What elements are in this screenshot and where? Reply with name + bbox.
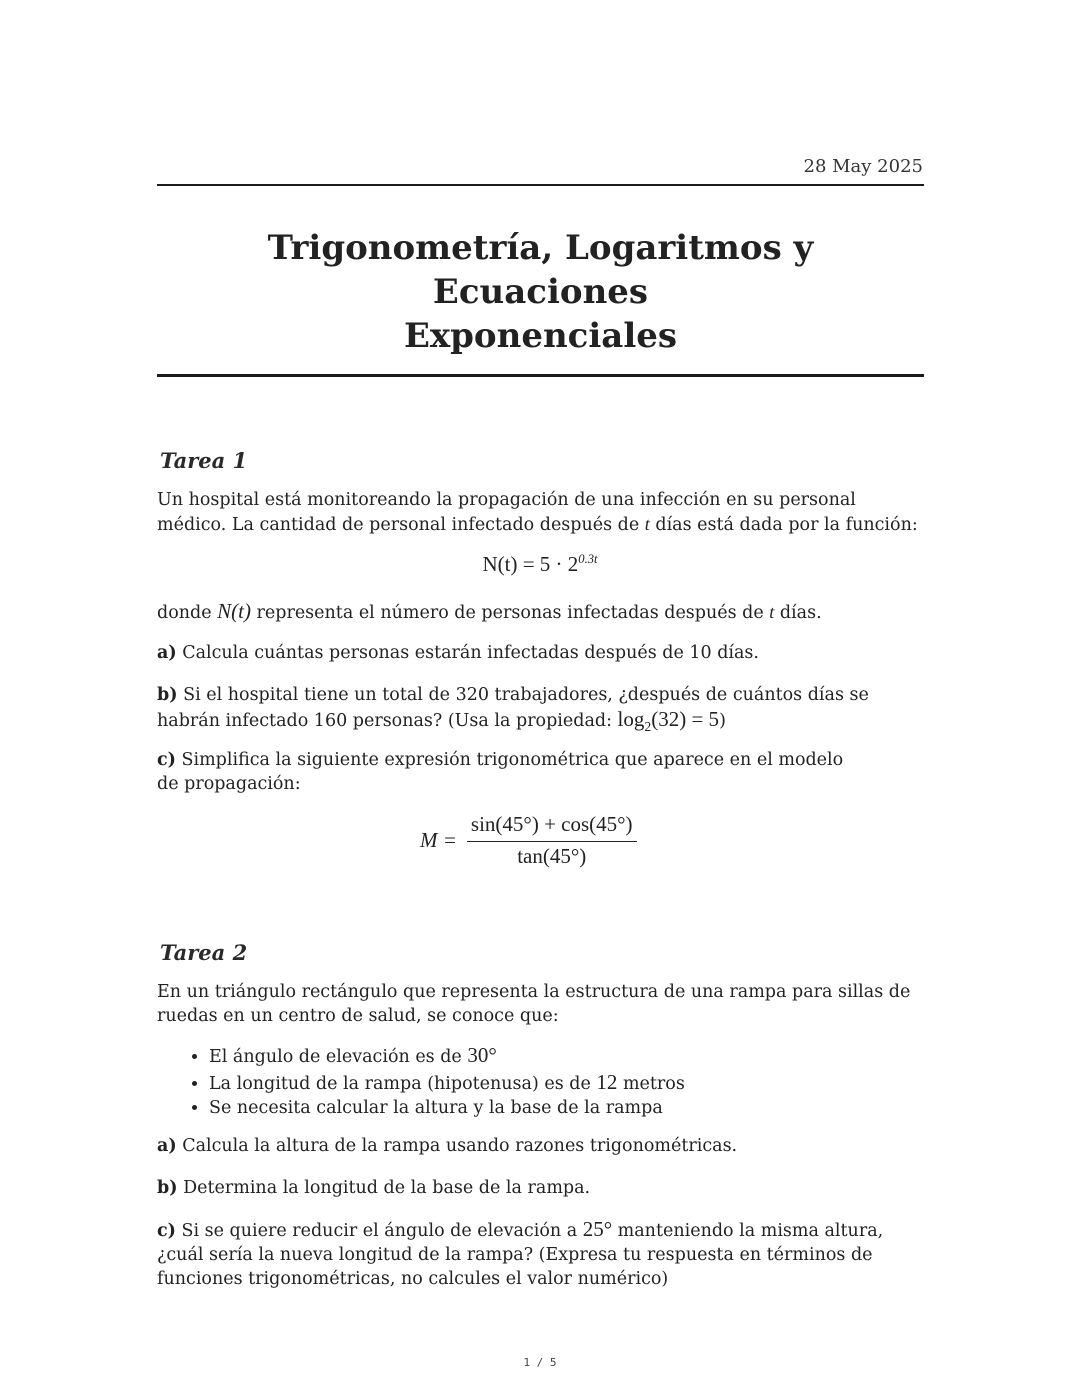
task-1-fraction-equation: M = $\frac{\sin(45^\circ) + \cos(45^\circ)}{\tan(45^\circ)}$ <box>420 812 637 869</box>
task-2-question-c: c) Si se quiere reducir el ángulo de elevación a 25° manteniendo la misma altura, ¿cuál sería la nueva longitud de la rampa? (Expresa tu respuesta en términos de funciones trigonométricas, no calcules el valor numérico) <box>157 1217 884 1289</box>
task-1-where: donde N(t) representa el número de personas infectadas después de t días. <box>157 599 822 623</box>
task-1-question-a: a) Calcula cuántas personas estarán infectadas después de 10 días. <box>157 643 759 663</box>
list-item: • Se necesita calcular la altura y la base de la rampa <box>209 1096 909 1121</box>
task-1-heading: Tarea 1 <box>160 448 248 473</box>
task-1-question-b: b) Si el hospital tiene un total de 320 trabajadores, ¿después de cuántos días se habrán infectado 160 personas? (Usa la propiedad: $\log_2(32) = 5$) <box>157 685 869 735</box>
task-1-equation: $N(t) = 5 \cdot 2^{0.3t}$ <box>482 552 598 576</box>
list-item: • El ángulo de elevación es de 30° <box>209 1043 909 1070</box>
document-date: 28 May 2025 <box>803 156 923 177</box>
list-item: • La longitud de la rampa (hipotenusa) es de 12 metros <box>209 1070 909 1097</box>
title-line-2: Exponenciales <box>403 316 678 356</box>
task-1-question-c: c) Simplifica la siguiente expresión trigonométrica que aparece en el modelo de propagación: <box>157 750 844 794</box>
task-2-question-a: a) Calcula la altura de la rampa usando razones trigonométricas. <box>157 1136 738 1156</box>
fraction-numerator: sin(45°) + cos(45°) <box>467 812 637 842</box>
title-rule <box>157 374 924 377</box>
task-2-intro: En un triángulo rectángulo que representa la estructura de una rampa para sillas de ruedas en un centro de salud, se conoce que: <box>157 982 911 1026</box>
document-title <box>157 226 924 358</box>
title-line-1: Trigonometría, Logaritmos y Ecuaciones <box>267 228 814 312</box>
page-number: 1 / 5 <box>523 1356 557 1369</box>
task-2-question-b: b) Determina la longitud de la base de la rampa. <box>157 1178 591 1198</box>
task-1-intro: Un hospital está monitoreando la propagación de una infección en su personal médico. La cantidad de personal infectado después de t días está dada por la función: <box>157 490 918 535</box>
task-2-bullet-list <box>185 1043 909 1121</box>
fraction-denominator: tan(45°) <box>517 844 587 868</box>
header-rule <box>157 184 924 186</box>
task-2-heading: Tarea 2 <box>160 940 248 965</box>
